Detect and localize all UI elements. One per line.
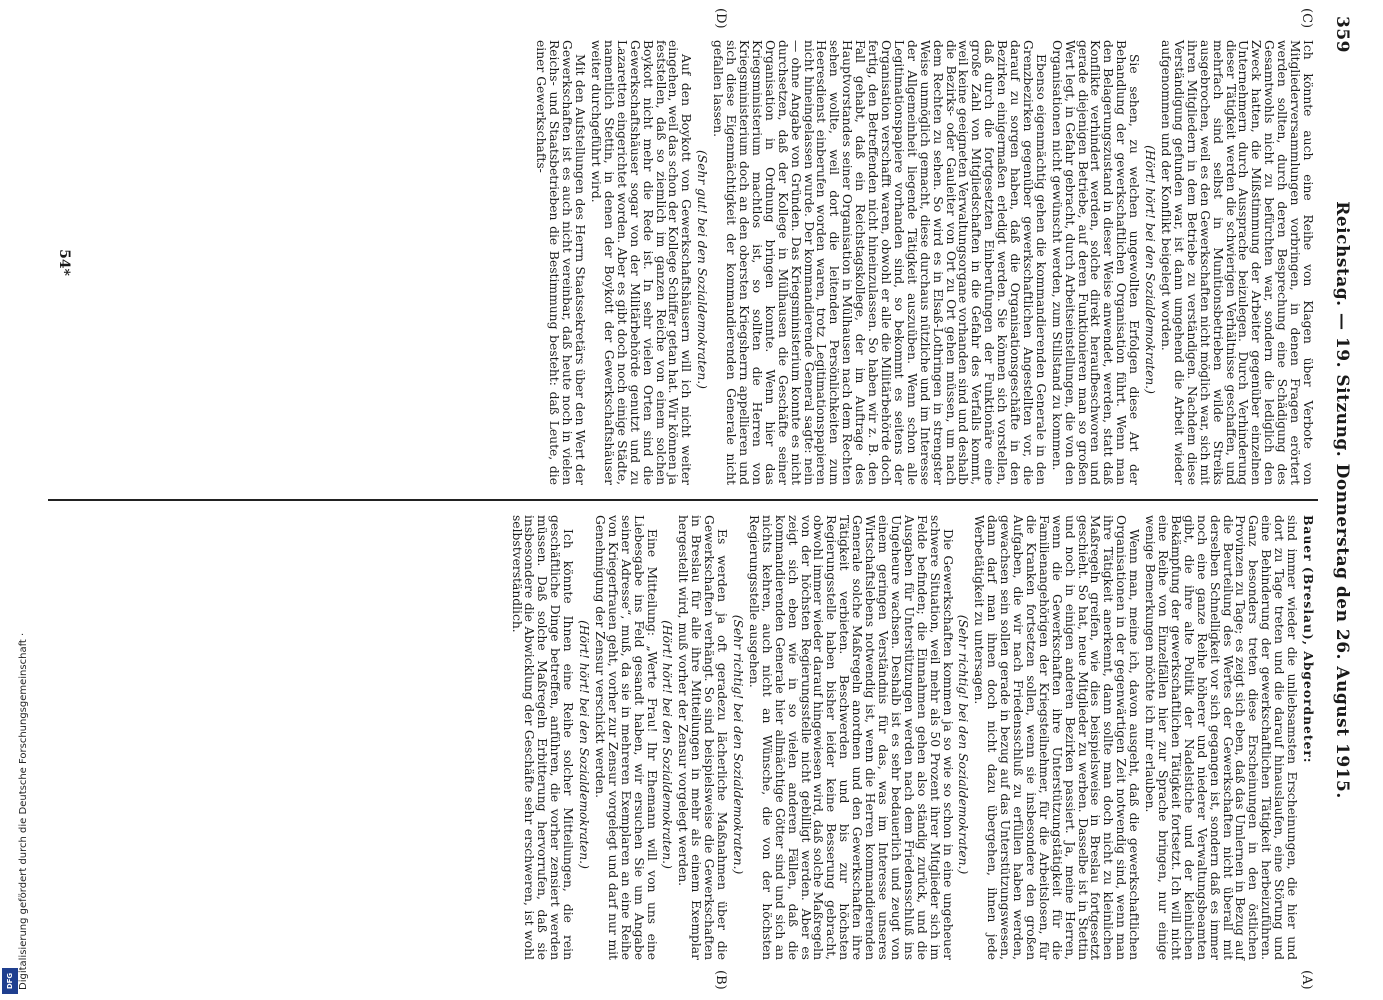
paragraph: Es werden ja oft geradezu lächerliche Maßnahmen über die Gewerkschaften verhängt. So sind beispielsweise die Gewerkschaften in Breslau für alle ihre Mitteilungen in mehr als einem Exemplar hergestellt wird, muß vorher der Zensur vorgelegt werden.	[676, 515, 730, 960]
interjection: (Sehr richtig! bei den Sozialdemokraten.)	[956, 614, 971, 875]
paragraph: Auf den Boykott von Gewerkschaftshäusern will ich nicht weiter eingehen, weil das schon der Kollege Schiffer getan hat. Wir können ja feststellen, daß so ziemlich im ganzen Reiche von einem solchen Boykott nicht mehr die Rede ist. In sehr vielen Orten sind die Gewerkschaftshäuser sogar von der Militärbehörde genutzt und zu Lazaretten eingerichtet worden. Aber es gibt doch noch einige Städte, namentlich Stettin, in denen der Boykott der Gewerkschaftshäuser weiter durchgeführt wird.	[589, 40, 694, 485]
interjection: (Hört! hört! bei den Sozialdemokraten.)	[660, 620, 675, 869]
column-divider	[48, 499, 1318, 501]
page-title: Reichstag. — 19. Sitzung. Donnerstag den 26. August 1915.	[1332, 201, 1352, 799]
dfg-logo-icon: DFG	[2, 968, 18, 994]
interjection: (Hört! hört! bei den Sozialdemokraten.)	[577, 620, 592, 869]
paragraph: Ich könnte Ihnen eine Reihe solcher Mitteilungen, die rein geschäftliche Dinge betreffen, anführen, die vorher zensiert werden müssen. Daß solche Maßregeln Erbitterung hervorrufen, daß sie insbesondere die Abwicklung der Geschäfte sehr erschweren, ist wohl selbstverständlich.	[509, 515, 576, 960]
interjection: (Sehr gut! bei den Sozialdemokraten.)	[695, 150, 710, 389]
paragraph: Ich könnte auch eine Reihe von Klagen über Verbote von Mitgliederversammlungen vorbringen, in denen Fragen erörtert werden sollten, durch deren Besprechung eine Schädigung des Gesamtwohls nicht zu befürchten war, sondern die lediglich den Zweck hatten, die Mißstimmung der Arbeiter gegenüber einzelnen Unternehmern durch Aussprache beizulegen. Durch Verhinderung dieser Tätigkeit werden die schwierigen Verhältnisse geschaffen, und mehrfach sind selbst in Munitionsbetrieben wilde Streiks ausgebrochen, weil es den Gewerkschaften nicht möglich war, sich mit ihren Mitgliedern in dem Betriebe zu verständigen. Nachdem diese Verständigung gefunden war, ist dann umgehend die Arbeit wieder aufgenommen und der Konflikt beigelegt worden.	[1159, 40, 1315, 485]
paragraph: Sie sehen, zu welchen ungewollten Erfolgen diese Art der Behandlung der gewerkschaftlichen Organisation führt. Wenn man den Belagerungszustand in dieser Weise anwendet, werden, statt daß Konflikte verhindert werden, solche direkt heraufbeschworen und gerade diejenigen Betriebe, auf deren Funktionieren man so großen Wert legt, in Gefahr gebracht, durch Arbeitseinstellungen, die von den Organisationen nicht gewünscht werden, zum Stillstand zu kommen.	[1049, 40, 1142, 485]
page-number: 359	[1332, 16, 1352, 53]
margin-marker-c: (C)	[1299, 8, 1314, 29]
digitization-credit	[4, 300, 29, 990]
sheet-signature: 54*	[56, 249, 72, 276]
paragraph: Ebenso eigenmächtig gehen die kommandierenden Generale in den Grenzbezirken gegenüber gewerkschaftlichen Angestellten vor, die darauf zu sorgen haben, daß die Organisationsgeschäfte in den Bezirken einigermaßen erledigt werden. Sie können sich vorstellen, daß durch die fortgesetzten Einberufungen der Funktionäre eine große Zahl von Mitgliedschaften in die Gefahr des Verfalls kommt, weil keine geeigneten Verwaltungsorgane vorhanden sind und deshalb die Bezirks- oder Gauleiter von Ort zu Ort gehen müssen, um nach dem Rechten zu sehen. So wird es in Elsaß-Lothringen in strengster Weise unmöglich gemacht, diese durchaus nützliche und im Interesse der Allgemeinheit liegende Tätigkeit auszuüben. Wenn schon alle Legitimationspapiere vorhanden sind, so bekommt es seitens der Organisation verschafft waren, obwohl er alle die Militärbehörde doch fertig, den Betreffenden nicht hineinzulassen. So haben wir z. B. den Fall gehabt, daß ein Reichstagskollege, der im Auftrage des Hauptvorstandes seiner Organisation in Mülhausen nach dem Rechten sehen wollte, weil dort die leitenden Persönlichkeiten zum Heeresdienst einberufen worden waren, trotz Legitimationspapieren nicht hineingelassen wurde. Der kommandierende General sagte: nein — ohne Angabe von Gründen. Das Kriegsministerium konnte es nicht durchsetzen, daß der Kollege in Mülhausen die Geschäfte seiner Organisation in Ordnung bringen konnte. Wenn hier das Kriegsministerium machtlos ist, so sollten die Herren von Kriegsministerium doch an den obersten Kriegsherrn appellieren und sich diese Eigenmächtigkeit der kommandierenden Generale nicht gefallen lassen.	[711, 40, 1048, 485]
paragraph: Mit den Aufstellungen des Herrn Staatssekretärs über den Wert der Gewerkschaften ist es auch nicht vereinbar, daß heute noch in vielen Reichs- und Staatsbetrieben die Bestimmung besteht: daß Leute, die einer Gewerkschafts-	[534, 40, 588, 485]
margin-marker-d: (D)	[713, 8, 728, 29]
right-column	[48, 40, 1314, 485]
left-column	[48, 515, 1314, 960]
speaker-name: Bauer (Breslau), Abgeordneter:	[1301, 515, 1316, 764]
paragraph: Wenn man, meine ich, davon ausgeht, daß die gewerkschaftlichen Organisationen in der gegenwärtigen Zeit notwendig sind, wenn man ihre Tätigkeit anerkennt, dann sollte man doch nicht zu kleinlichen Maßregeln greifen, wie dies beispielsweise in Breslau fortgesetzt geschieht. So hat, neue Mitglieder zu werben. Dasselbe ist in Stettin und noch in einigen anderen Bezirken passiert. Ja, meine Herren, wenn die Gewerkschaften ihre Unterstützungstätigkeit für die Familienangehörigen der Kriegsteilnehmer, für die Arbeitslosen, für die Kranken fortsetzen sollen, wenn sie insbesondere den großen Aufgaben, die wir nach Friedensschluß zu erfüllen haben werden, gewachsen sein sollen gerade in bezug auf das Unterstützungswesen, dann darf man ihnen doch nicht dazu übergehen, ihnen jede Werbetätigkeit zu untersagen.	[972, 515, 1142, 960]
interjection: (Sehr richtig! bei den Sozialdemokraten.)	[731, 614, 746, 875]
interjection: (Hört! hört! bei den Sozialdemokraten.)	[1143, 145, 1158, 394]
margin-marker-b: (B)	[713, 970, 728, 990]
page-header	[1322, 10, 1358, 990]
paragraph: Eine Mitteilung: „Werte Frau! Ihr Ehemann will von uns eine Liebesgabe ins Feld gesandt haben, wir ersuchen Sie um Angabe seiner Adresse“, muß, da sie in mehreren Exemplaren an eine Reihe von Kriegerfrauen geht, vorher zur Zensur vorgelegt und darf nur mit Genehmigung der Zensur verschickt werden.	[592, 515, 659, 960]
margin-marker-a: (A)	[1299, 970, 1314, 990]
paragraph: Die Gewerkschaften kommen ja so wie so schon in eine ungeheuer schwere Situation, weil mehr als 50 Prozent ihrer Mitglieder sich im Felde befinden; die Einnahmen gehen also ständig zurück, und die Ausgaben für Unterstützungen werden nach dem Friedensschluß ins Ungeheure wachsen. Deshalb ist es sehr bedauerlich und zeugt von einem geringen Verständnis für das, was im Interesse unseres Wirtschaftslebens notwendig ist, wenn die Herren kommandierenden Generale solche Maßregeln anordnen und den Gewerkschaften ihre Tätigkeit verbieten. Beschwerden und bis zur höchsten Regierungsstelle haben bisher leider keine Besserung gebracht, obwohl immer wieder darauf hingewiesen wird, daß solche Maßregeln von der höchsten Regierungsstelle nicht gebilligt werden. Aber es zeigt sich eben wie in so vielen anderen Fällen, daß die kommandierenden Generale hier allmächtige Götter sind und sich an nichts kehren, auch nicht an Wünsche, die von der höchsten Regierungsstelle ausgehen.	[746, 515, 955, 960]
newspaper-page	[38, 10, 1358, 990]
paragraph: sind immer wieder die unliebsamsten Erscheinungen, die hier und dort zu Tage treten und die darauf hinauslaufen, eine Störung und eine Behinderung der gewerkschaftlichen Tätigkeit herbeizuführen. Ganz besonders treten diese Erscheinungen in den östlichen Provinzen zu Tage; es zeigt sich eben, daß das Umlernen in Bezug auf die Beurteilung des Wertes der Gewerkschaften nicht überall mit derselben Schnelligkeit vor sich gegangen ist, sondern daß es immer noch eine ganze Reihe höherer und niederer Verwaltungsbeamten gibt, die ihre alte Politik der Nadelstiche und der kleinlichen Bekämpfung der gewerkschaftlichen Tätigkeit fortsetzt. Ich will nicht eine Reihe von Einzelfällen hier zur Sprache bringen, nur einige wenige Bemerkungen möchte ich mir erlauben.	[1143, 515, 1300, 960]
credit-text: Digitalisierung gefördert durch die Deutsche Forschungsgemeinschaft ·	[18, 632, 29, 990]
